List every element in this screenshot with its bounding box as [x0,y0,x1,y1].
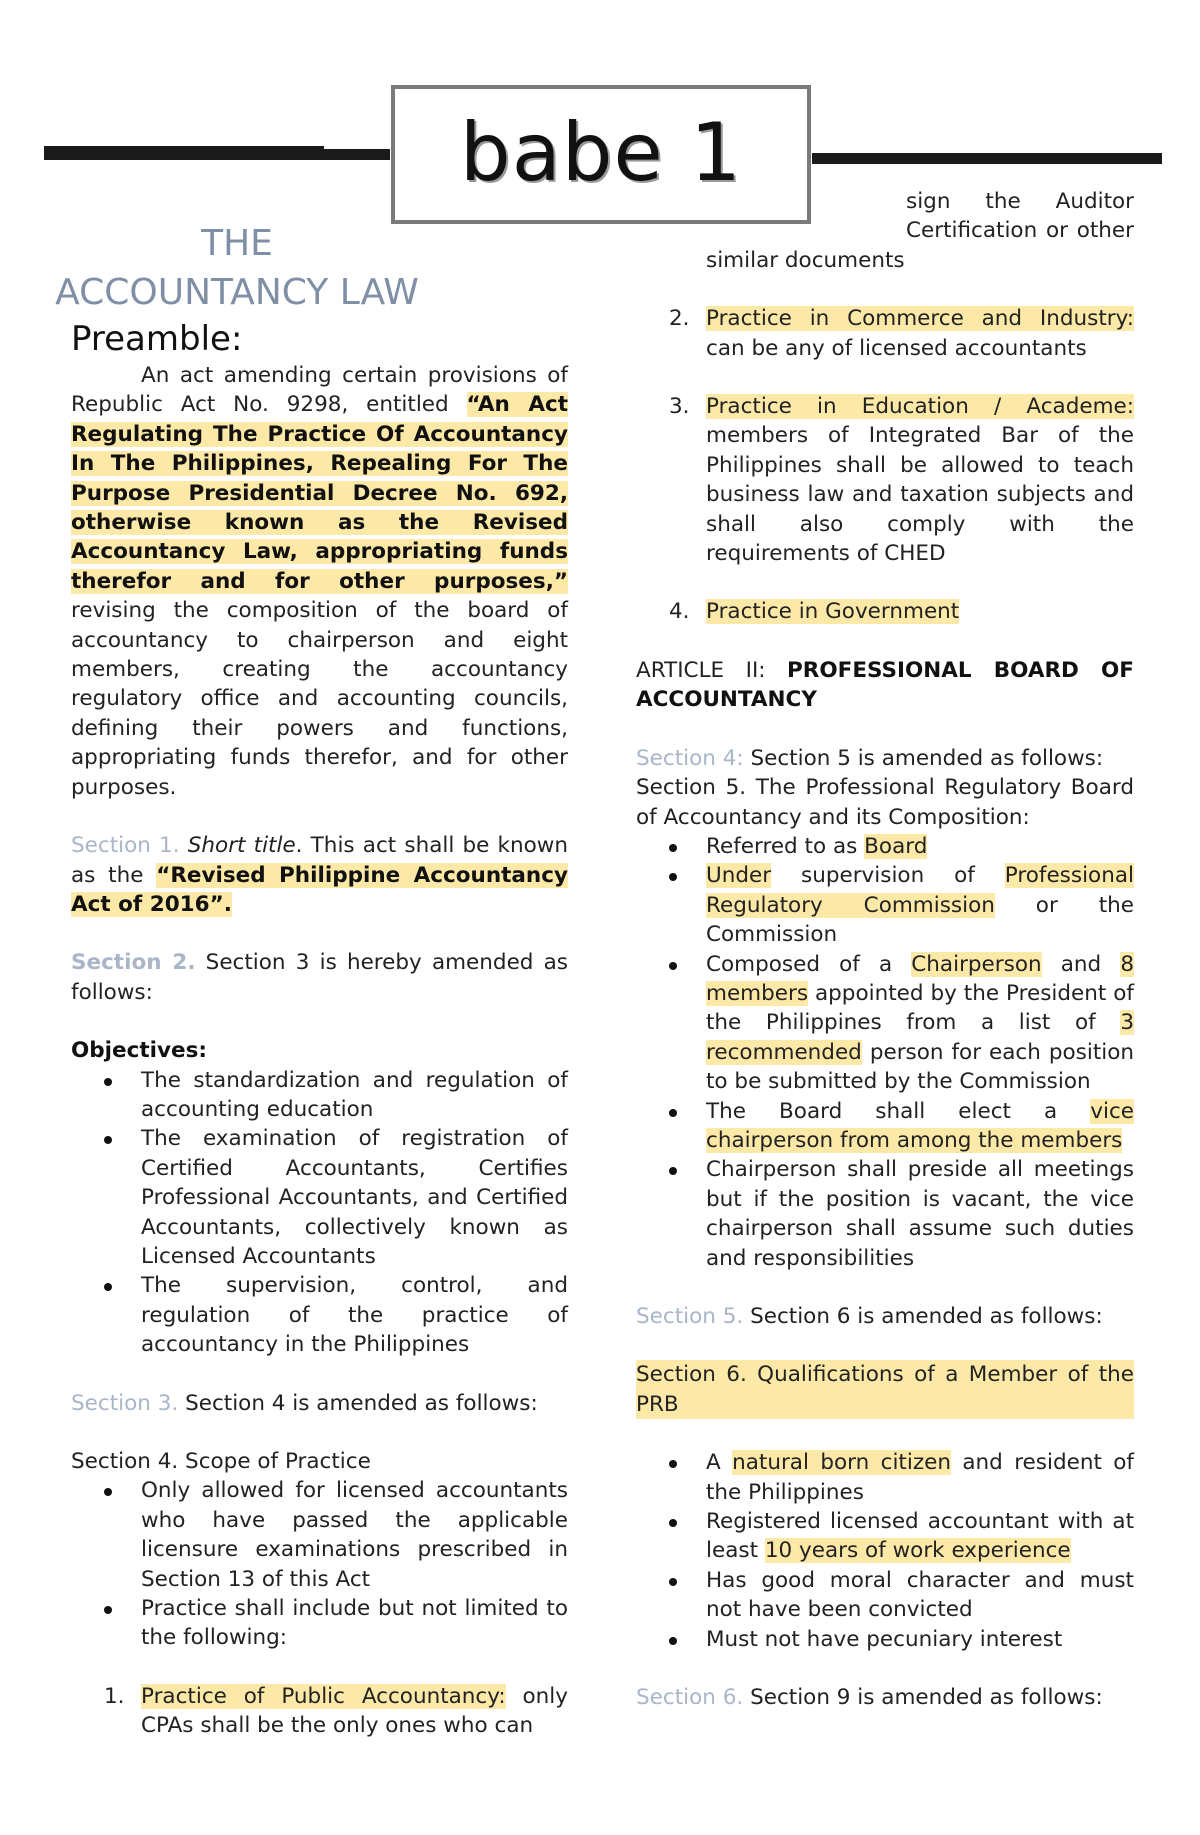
article-2-prefix: ARTICLE II: [636,657,788,683]
doc-title-line1: THE [201,223,273,264]
section-2 [71,948,568,1007]
board-item-text: Referred to as [706,833,865,859]
objectives-heading: Objectives: [71,1038,208,1064]
list-item [706,950,1134,1097]
section-3 [71,1389,568,1418]
section-1 [71,831,568,919]
board-item-hl: Professional Regulatory Commission [706,863,1134,918]
practice-1-title: Practice of Public Accountancy: [141,1683,506,1709]
section-6 [636,1683,1134,1712]
list-item: Chairperson shall preside all meetings but if the position is vacant, the vice chairperson shall assume such duties and responsibilities [706,1155,1134,1273]
list-item: Only allowed for licensed accountants who have passed the applicable licensure examinations prescribed in Section 13 of this Act [141,1476,568,1594]
header-rule-left [44,149,390,160]
section-2-label: Section 2. [71,950,196,976]
section-6-text: Section 9 is amended as follows: [743,1685,1103,1711]
practice-item-3 [669,392,1134,568]
practice-1-continued: sign the Auditor Certification or other [906,189,1134,244]
section-6-label: Section 6. [636,1685,744,1711]
board-item-hl: Board [864,833,928,859]
scope-heading: Section 4. Scope of Practice [71,1449,371,1474]
section-5-label: Section 5. [636,1304,744,1329]
board-item-hl: 8 members [706,951,1135,1006]
list-item [706,861,1134,949]
list-number: 3. [669,394,690,420]
list-number: 1. [104,1683,125,1709]
header-rule-right [812,153,1162,164]
right-column [636,187,1134,1712]
preamble-text-end: revising the composition of the board of accountancy to chairperson and eight members, creating the accountancy regulatory office and accounting councils, defining their powers and functions, appropriating funds therefor, and for other purposes. [71,598,568,800]
practice-4-title: Practice in Government [706,599,960,625]
list-number: 2. [669,306,690,332]
objectives-list [71,1066,568,1360]
list-number: 4. [669,599,690,625]
section-1-italic: Short title [187,833,296,859]
list-item: The examination of registration of Certified Accountants, Certifies Professional Accountants, and Certified Accountants, collectively known as Licensed Accountants [141,1124,568,1271]
section-5-text: Section 6 is amended as follows: [743,1304,1103,1329]
section-1-act-name: “Revised Philippine Accountancy Act of 2016”. [71,862,568,917]
doc-title-line2: ACCOUNTANCY LAW [55,272,419,313]
practice-3-text: members of Integrated Bar of the Philippines shall be allowed to teach business law and taxation subjects and shall also comply with the requirements of CHED [706,423,1134,567]
section-6-heading: Section 6. Qualifications of a Member of the PRB [636,1360,1134,1419]
list-item [706,1448,1134,1507]
section-3-text: Section 4 is amended as follows: [178,1390,538,1416]
section-1-text: . This act shall be known as the [71,833,568,888]
board-list [636,832,1134,1273]
practice-2-text: can be any of licensed accountants [706,335,1087,361]
preamble-text: An act amending certain provisions of Republic Act No. 9298, entitled [71,363,568,418]
section-2-text: Section 3 is hereby amended as follows: [71,950,568,1005]
left-column [55,219,569,1741]
section-5 [636,1302,1134,1331]
board-item-hl: vice chairperson from among the members [706,1098,1134,1153]
board-item-text: Composed of a [706,951,912,977]
article-2 [636,656,1134,715]
section-4-sub: Section 5. The Professional Regulatory Board of Accountancy and its Composition: [636,775,1134,830]
board-item-text: and [1041,951,1121,977]
practice-item-4 [669,597,1134,626]
list-item: The supervision, control, and regulation of the practice of accountancy in the Philippines [141,1271,568,1359]
list-item [706,1097,1134,1156]
board-item-text: appointed by the President of the Philippines from a list of [706,980,1134,1036]
qual-text: Registered licensed accountant with at least [706,1509,1134,1564]
list-item [706,832,1134,861]
article-2-title: PROFESSIONAL BOARD OF ACCOUNTANCY [636,657,1134,713]
practice-3-title: Practice in Education / Academe: [706,394,1134,420]
practice-item-2 [669,304,1134,363]
board-item-text: or the Commission [706,892,1134,948]
list-item: Has good moral character and must not have been convicted [706,1566,1134,1625]
board-item-hl: 3 recommended [706,1010,1134,1065]
board-item-text: The Board shall elect a [706,1098,1091,1124]
preamble-act-title: “An Act Regulating The Practice Of Accountancy In The Philippines, Repealing For The Purpose Presidential Decree No. 692, otherwise known as the Revised Accountancy Law, appropriating funds therefor and for other purposes,” [71,392,569,594]
practice-item-1 [104,1682,568,1741]
page-title: babe 1 [459,105,743,199]
practice-1-continued-end: similar documents [706,247,905,273]
board-item-hl: Under [706,863,772,889]
preamble-heading: Preamble: [71,319,243,359]
practice-list-b [636,304,1134,627]
qualifications-list [636,1448,1134,1654]
list-item: The standardization and regulation of accounting education [141,1066,568,1125]
section-4-label: Section 4: [636,745,744,771]
practice-2-title: Practice in Commerce and Industry: [706,306,1134,332]
practice-list-a [71,1682,568,1741]
list-item [706,1507,1134,1566]
section-4-text: Section 5 is amended as follows: [743,745,1104,771]
list-item: Practice shall include but not limited to the following: [141,1594,568,1653]
preamble-paragraph [71,361,568,802]
scope-list [71,1476,568,1652]
section-1-label: Section 1. [71,833,180,859]
practice-1-text: only CPAs shall be the only ones who can [141,1683,568,1739]
qual-hl: natural born citizen [732,1450,951,1476]
board-item-text: supervision of [771,863,1005,889]
qual-text: A [706,1450,733,1476]
qual-hl: 10 years of work experience [764,1538,1071,1564]
qual-text: and resident of the Philippines [706,1450,1135,1505]
list-item: Must not have pecuniary interest [706,1625,1134,1654]
doc-title [0,219,487,317]
section-4 [636,744,1134,773]
section-3-label: Section 3. [71,1390,179,1416]
board-item-hl: Chairperson [911,951,1042,977]
board-item-text: person for each position to be submitted by the Commission [706,1039,1134,1095]
